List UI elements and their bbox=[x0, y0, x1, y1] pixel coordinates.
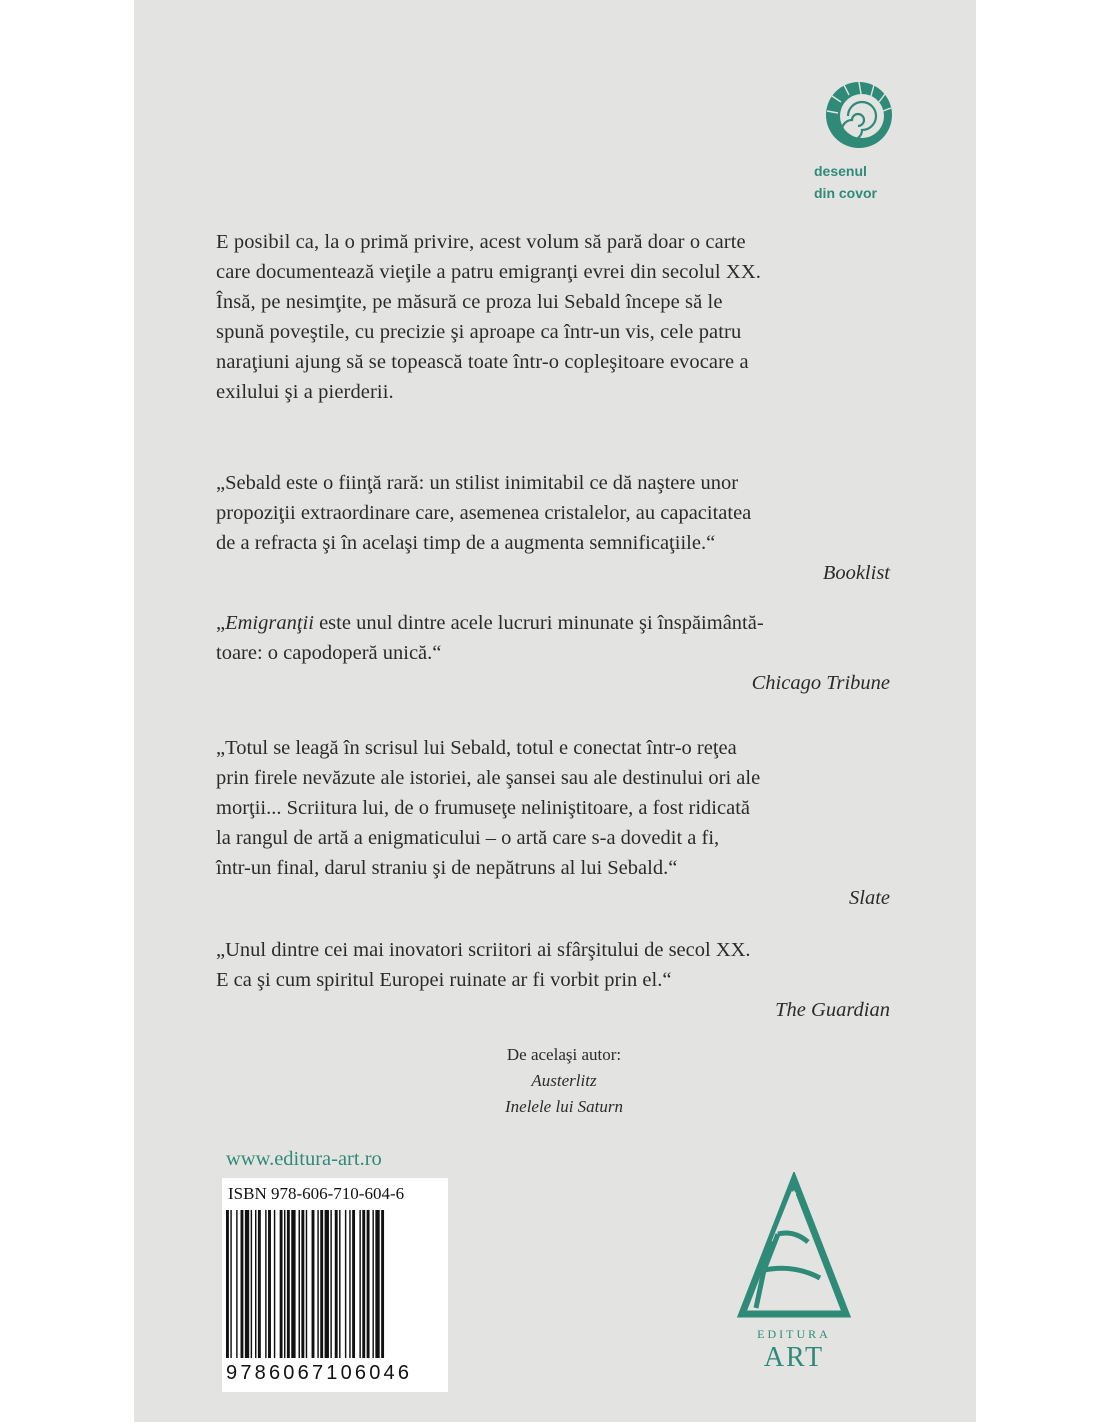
quote-line: toare: o capodoperă unică.“ bbox=[216, 642, 442, 664]
barcode-bar bbox=[245, 1210, 249, 1358]
barcode-bar bbox=[339, 1210, 340, 1358]
blurb-line: spună poveştile, cu precizie şi aproape ca într-un vis, cele patru bbox=[216, 321, 742, 343]
barcode-bar bbox=[226, 1210, 229, 1358]
barcode-bar bbox=[251, 1210, 252, 1358]
quote-line: morţii... Scriitura lui, de o frumuseţe neliniştitoare, a fost ridicată bbox=[216, 797, 750, 819]
barcode-panel bbox=[222, 1178, 448, 1392]
barcode-bar bbox=[330, 1210, 331, 1358]
barcode-bar bbox=[362, 1210, 365, 1358]
quote-chicago-tribune bbox=[216, 608, 890, 698]
barcode-bar bbox=[230, 1210, 231, 1358]
quote-line: într-un final, darul straniu şi de nepătruns al lui Sebald.“ bbox=[216, 857, 678, 879]
quote-line: propoziţii extraordinare care, asemenea cristalelor, au capacitatea bbox=[216, 502, 752, 524]
quote-line: „Totul se leagă în scrisul lui Sebald, totul e conectat într-o reţea bbox=[216, 737, 737, 759]
publisher-name-big: ART bbox=[763, 1342, 825, 1373]
quote-source: Booklist bbox=[822, 562, 890, 584]
barcode-bar bbox=[359, 1210, 360, 1358]
barcode-bar bbox=[265, 1210, 266, 1358]
barcode-bar bbox=[236, 1210, 237, 1358]
blurb-line: naraţiuni ajung să se topească toate într-o copleşitoare evocare a bbox=[216, 351, 749, 373]
isbn-text: ISBN 978-606-710-604-6 bbox=[228, 1184, 405, 1203]
barcode-bar bbox=[320, 1210, 323, 1358]
also-by-title: Austerlitz bbox=[531, 1071, 597, 1090]
barcode-bar bbox=[312, 1210, 315, 1358]
barcode-bar bbox=[349, 1210, 350, 1358]
barcode-bar bbox=[241, 1210, 244, 1358]
blurb-line: exilului şi a pierderii. bbox=[216, 381, 394, 403]
barcode-bar bbox=[258, 1210, 261, 1358]
barcode-bar bbox=[287, 1210, 290, 1358]
also-by-author bbox=[464, 1042, 664, 1120]
barcode-bar bbox=[335, 1210, 338, 1358]
barcode-bar bbox=[280, 1210, 283, 1358]
also-by-heading: De acelaşi autor: bbox=[506, 1045, 622, 1064]
quote-line: „Unul dintre cei mai inovatori scriitori ai sfârşitului de secol XX. bbox=[216, 939, 751, 961]
barcode-bar bbox=[299, 1210, 300, 1358]
quote-line-rest: este unul dintre acele lucruri minunate şi înspăimântă- bbox=[313, 612, 764, 634]
barcode-icon bbox=[226, 1210, 444, 1358]
barcode-bar bbox=[274, 1210, 275, 1358]
barcode-bar bbox=[381, 1210, 384, 1358]
barcode-bar bbox=[352, 1210, 355, 1358]
publisher-website: www.editura-art.ro bbox=[226, 1148, 382, 1170]
barcode-bar bbox=[372, 1210, 373, 1358]
emblem-label-line2: din covor bbox=[814, 185, 878, 201]
quote-line: E ca şi cum spiritul Europei ruinate ar fi vorbit prin el.“ bbox=[216, 969, 672, 991]
spiral-shell-icon bbox=[824, 80, 894, 150]
barcode-bar bbox=[301, 1210, 304, 1358]
quote-slate bbox=[216, 733, 890, 913]
quote-line: prin firele nevăzute ale istoriei, ale şansei sau ale destinului ori ale bbox=[216, 767, 761, 789]
editura-art-logo-icon bbox=[734, 1172, 854, 1322]
quote-open-mark: „ bbox=[216, 612, 226, 634]
barcode-bar bbox=[291, 1210, 295, 1358]
blurb-line: Însă, pe nesimţite, pe măsură ce proza lui Sebald începe să le bbox=[216, 291, 723, 313]
barcode-bar bbox=[284, 1210, 285, 1358]
emblem-label-line1: desenul bbox=[814, 163, 867, 179]
barcode-bar bbox=[375, 1210, 379, 1358]
also-by-title: Inelele lui Saturn bbox=[504, 1097, 624, 1116]
barcode-bar bbox=[325, 1210, 329, 1358]
barcode-bar bbox=[268, 1210, 271, 1358]
emblem-label bbox=[814, 160, 894, 204]
quote-source: Slate bbox=[849, 887, 890, 909]
blurb-line: care documentează vieţile a patru emigranţi evrei din secolul XX. bbox=[216, 261, 761, 283]
quote-booklist bbox=[216, 468, 890, 588]
back-cover bbox=[134, 0, 976, 1422]
blurb-paragraph bbox=[216, 227, 892, 407]
publisher-name bbox=[734, 1326, 854, 1374]
barcode-bar bbox=[317, 1210, 318, 1358]
barcode-bar bbox=[306, 1210, 307, 1358]
publisher-name-small: EDITURA bbox=[757, 1327, 831, 1341]
barcode-bar bbox=[345, 1210, 346, 1358]
quote-line: „Sebald este o fiinţă rară: un stilist inimitabil ce dă naştere unor bbox=[216, 472, 739, 494]
book-title-italic: Emigranţii bbox=[225, 612, 314, 634]
quote-line bbox=[216, 608, 890, 638]
barcode-bar bbox=[367, 1210, 370, 1358]
barcode-bar bbox=[255, 1210, 256, 1358]
quote-line: de a refracta şi în acelaşi timp de a augmenta semnificaţiile.“ bbox=[216, 532, 716, 554]
quote-the-guardian bbox=[216, 935, 890, 1025]
quote-line: la rangul de artă a enigmaticului – o artă care s-a dovedit a fi, bbox=[216, 827, 720, 849]
quote-source: Chicago Tribune bbox=[751, 672, 890, 694]
quote-source: The Guardian bbox=[775, 999, 890, 1021]
blurb-line: E posibil ca, la o primă privire, acest volum să pară doar o carte bbox=[216, 231, 746, 253]
barcode-number: 9786067106046 bbox=[226, 1362, 413, 1384]
